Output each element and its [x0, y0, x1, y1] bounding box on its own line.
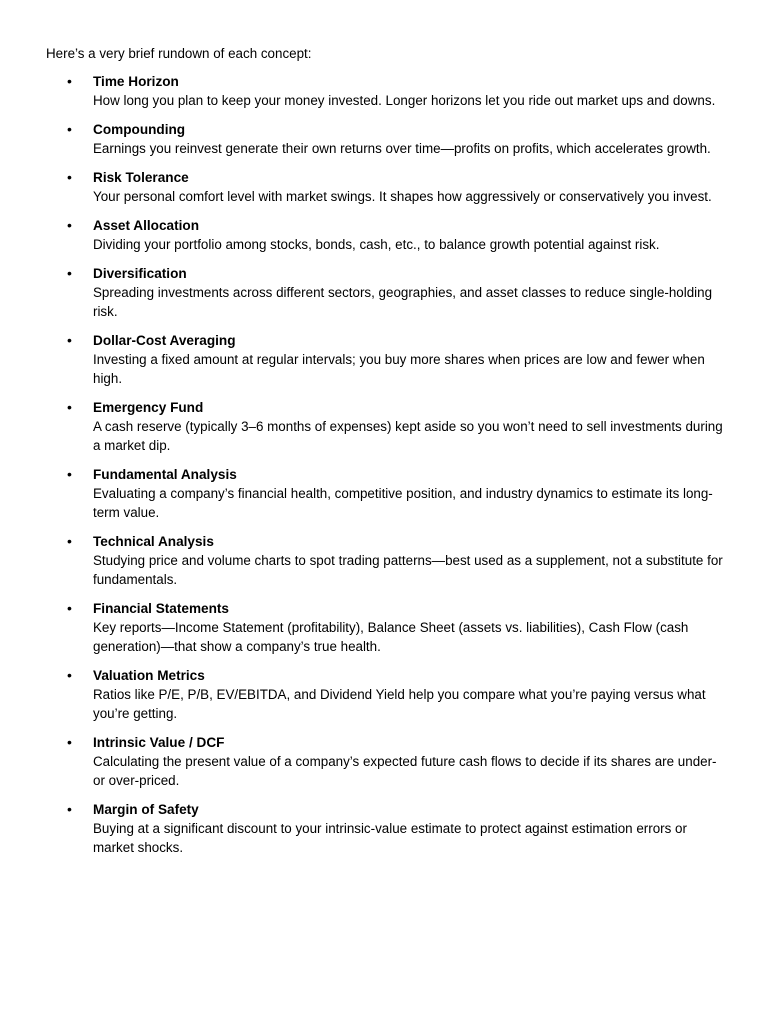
concept-description: Buying at a significant discount to your intrinsic-value estimate to protect against estimation errors or market shocks.	[93, 821, 687, 855]
list-item	[46, 72, 728, 110]
concept-description: Ratios like P/E, P/B, EV/EBITDA, and Dividend Yield help you compare what you’re paying versus what you’re getting.	[93, 687, 706, 721]
concept-description: Investing a fixed amount at regular intervals; you buy more shares when prices are low and fewer when high.	[93, 352, 705, 386]
concept-term: Technical Analysis	[93, 534, 214, 549]
bullet-icon: •	[67, 801, 72, 817]
concept-description: Key reports—Income Statement (profitability), Balance Sheet (assets vs. liabilities), Cash Flow (cash generation)—that show a company’s true health.	[93, 620, 689, 654]
list-item	[46, 216, 728, 254]
concept-description: Spreading investments across different sectors, geographies, and asset classes to reduce single-holding risk.	[93, 285, 713, 319]
concept-description: Dividing your portfolio among stocks, bonds, cash, etc., to balance growth potential against risk.	[93, 237, 660, 252]
concept-term: Valuation Metrics	[93, 668, 205, 683]
concept-term: Diversification	[93, 266, 187, 281]
concept-description: Calculating the present value of a company’s expected future cash flows to decide if its shares are under- or over-priced.	[93, 754, 717, 788]
bullet-icon: •	[67, 169, 72, 185]
concept-term: Dollar-Cost Averaging	[93, 333, 236, 348]
list-item	[46, 120, 728, 158]
bullet-icon: •	[67, 734, 72, 750]
bullet-icon: •	[67, 332, 72, 348]
concept-term: Margin of Safety	[93, 802, 199, 817]
concept-term: Time Horizon	[93, 74, 179, 89]
concept-term: Emergency Fund	[93, 400, 204, 415]
concept-term: Financial Statements	[93, 601, 229, 616]
list-item	[46, 599, 728, 656]
concept-description: Evaluating a company’s financial health, competitive position, and industry dynamics to estimate its long-term value.	[93, 486, 713, 520]
bullet-icon: •	[67, 533, 72, 549]
list-item	[46, 666, 728, 723]
concept-description: Studying price and volume charts to spot trading patterns—best used as a supplement, not a substitute for fundamentals.	[93, 553, 723, 587]
list-item	[46, 465, 728, 522]
concept-list	[46, 72, 728, 857]
concept-description: Earnings you reinvest generate their own returns over time—profits on profits, which accelerates growth.	[93, 141, 711, 156]
list-item	[46, 733, 728, 790]
concept-description: A cash reserve (typically 3–6 months of expenses) kept aside so you won’t need to sell investments during a market dip.	[93, 419, 723, 453]
list-item	[46, 331, 728, 388]
concept-description: How long you plan to keep your money invested. Longer horizons let you ride out market ups and downs.	[93, 93, 716, 108]
concept-description: Your personal comfort level with market swings. It shapes how aggressively or conservatively you invest.	[93, 189, 712, 204]
bullet-icon: •	[67, 600, 72, 616]
bullet-icon: •	[67, 667, 72, 683]
list-item	[46, 800, 728, 857]
list-item	[46, 168, 728, 206]
list-item	[46, 398, 728, 455]
concept-term: Asset Allocation	[93, 218, 200, 233]
bullet-icon: •	[67, 265, 72, 281]
concept-term: Intrinsic Value / DCF	[93, 735, 225, 750]
bullet-icon: •	[67, 217, 72, 233]
intro-text: Here’s a very brief rundown of each concept:	[46, 46, 312, 61]
list-item	[46, 532, 728, 589]
concept-term: Risk Tolerance	[93, 170, 189, 185]
bullet-icon: •	[67, 399, 72, 415]
concept-term: Fundamental Analysis	[93, 467, 237, 482]
list-item	[46, 264, 728, 321]
bullet-icon: •	[67, 73, 72, 89]
bullet-icon: •	[67, 121, 72, 137]
concept-term: Compounding	[93, 122, 186, 137]
bullet-icon: •	[67, 466, 72, 482]
